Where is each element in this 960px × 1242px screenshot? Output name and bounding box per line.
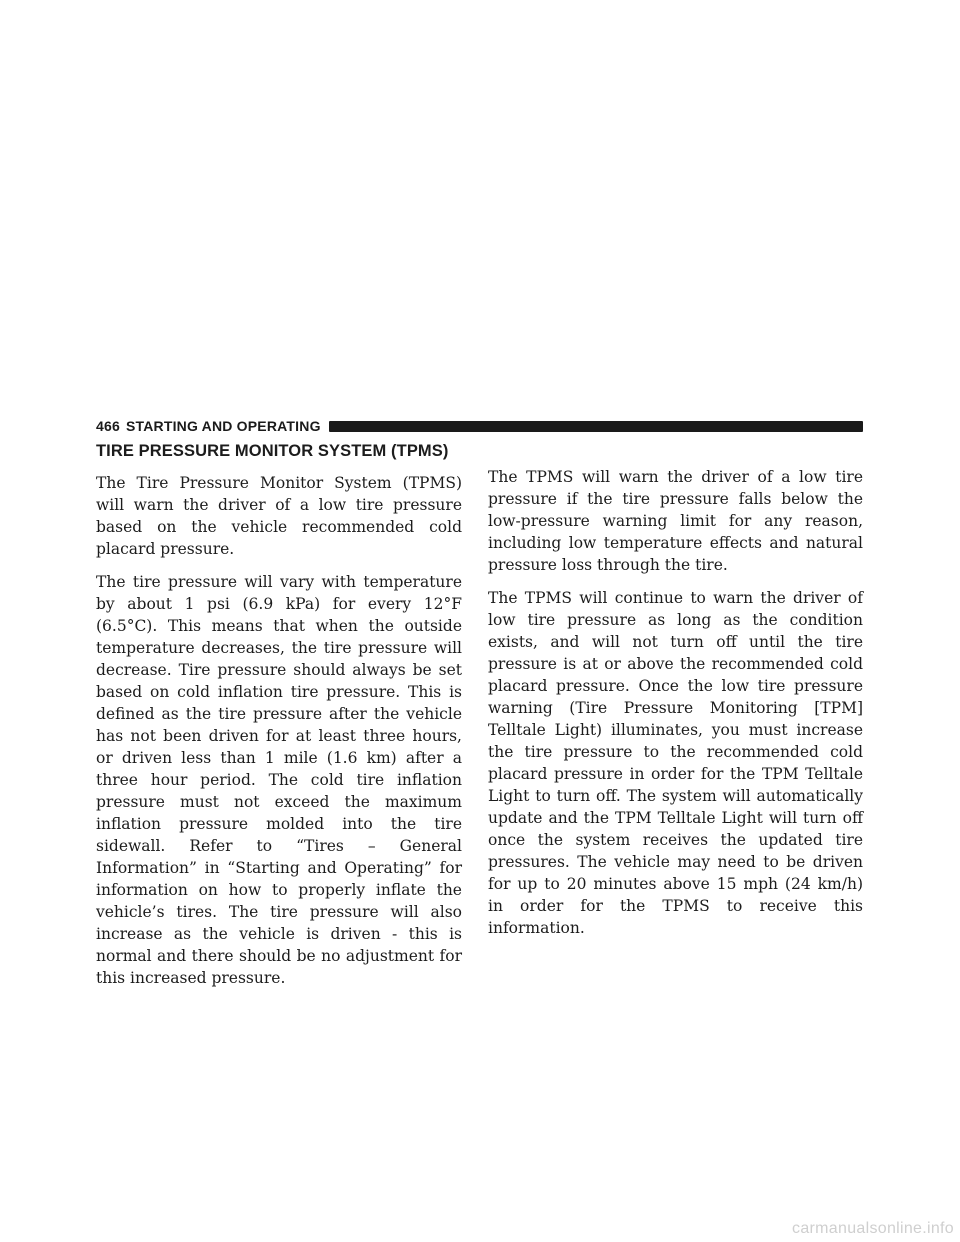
watermark: carmanualsonline.info <box>792 1220 954 1237</box>
paragraph: The tire pressure will vary with temperature by about 1 psi (6.9 kPa) for every 12°F (6.5°C). This means that when the outside temperature decreases, the tire pressure will decrease. Tire pressure should always be set based on cold inflation tire pressure. This is defined as the tire pressure after the vehicle has not been driven for at least three hours, or driven less than 1 mile (1.6 km) after a three hour period. The cold tire inflation pressure must not exceed the maximum inflation pressure molded into the tire sidewall. Refer to “Tires – General Information” in “Starting and Operating” for information on how to properly inflate the vehicle’s tires. The tire pressure will also increase as the vehicle is driven - this is normal and there should be no adjustment for this increased pressure. <box>96 573 462 987</box>
left-column <box>96 440 462 1000</box>
paragraph: The Tire Pressure Monitor System (TPMS) will warn the driver of a low tire pressure based on the vehicle recommended cold placard pressure. <box>96 474 462 558</box>
page-number: 466 <box>96 418 120 434</box>
right-column <box>488 466 863 950</box>
paragraph: The TPMS will warn the driver of a low tire pressure if the tire pressure falls below the low-pressure warning limit for any reason, including low temperature effects and natural pressure loss through the tire. <box>488 468 863 574</box>
header-rule <box>329 421 863 432</box>
section-title: STARTING AND OPERATING <box>125 418 321 434</box>
article-title: TIRE PRESSURE MONITOR SYSTEM (TPMS) <box>96 442 449 460</box>
paragraph: The TPMS will continue to warn the driver of low tire pressure as long as the condition exists, and will not turn off until the tire pressure is at or above the recommended cold placard pressure. Once the low tire pressure warning (Tire Pressure Monitoring [TPM] Telltale Light) illuminates, you must increase the tire pressure to the recommended cold placard pressure in order for the TPM Telltale Light to turn off. The system will automatically update and the TPM Telltale Light will turn off once the system receives the updated tire pressures. The vehicle may need to be driven for up to 20 minutes above 15 mph (24 km/h) in order for the TPMS to receive this information. <box>488 589 863 937</box>
running-header <box>96 418 863 434</box>
